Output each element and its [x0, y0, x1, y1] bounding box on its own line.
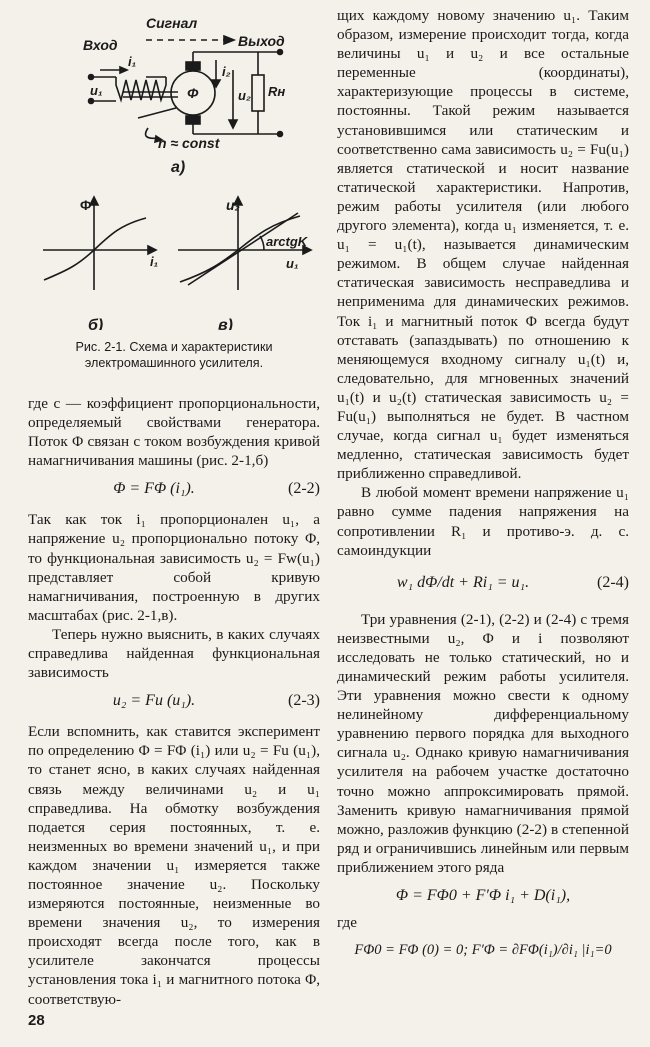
figure-2-1	[28, 0, 320, 370]
equation-2-2-formula: Φ = FΦ (i₁).	[113, 480, 195, 498]
subfig-b-label: б)	[88, 317, 104, 330]
label-u1: u₁	[90, 83, 103, 98]
right-column	[337, 6, 629, 966]
left-column	[28, 0, 320, 1009]
graph-c-y-label: u₂	[226, 197, 240, 213]
equation-2-2	[28, 470, 320, 510]
right-paragraph-4: где	[337, 914, 357, 932]
label-signal: Сигнал	[146, 15, 198, 31]
equation-2-3-number: (2-3)	[288, 692, 320, 710]
equation-2-3-formula: u₂ = Fu (u₁).	[112, 692, 196, 710]
graph-c-angle-label: arctgK	[266, 234, 308, 249]
label-i2: i₂	[222, 64, 231, 79]
equation-series	[337, 877, 629, 913]
label-i1: i₁	[128, 54, 137, 69]
label-n-const: n ≈ const	[158, 135, 220, 151]
figure-drawing	[28, 0, 320, 330]
left-paragraph-3: Теперь нужно выяснить, в каких случаях справедлива найденная функциональная зависимость	[28, 625, 320, 682]
equation-2-4	[337, 560, 629, 604]
equation-2-2-number: (2-2)	[288, 480, 320, 498]
page-number: 28	[28, 1012, 45, 1029]
graph-b-y-label: Φ	[80, 197, 92, 213]
right-paragraph-3: Три уравнения (2-1), (2-2) и (2-4) с тремя неизвестными u₂, Φ и i позволяют исследовать не только статический, но и динамический режим работы усилителя. Эти уравнения можно свести к одному нелинейному дифференциальному уравнению первого порядка для выходного сигнала u₂. Однако кривую намагничивания усилителя на рабочем участке достаточно точно можно аппроксимировать прямой. Заменить кривую намагничивания прямой можно, разложив функцию (2-2) в степенной ряд и ограничившись линейным или первым приближением этого ряда	[337, 610, 629, 876]
equation-coefficients-formula: FΦ0 = FΦ (0) = 0; F′Φ = ∂FΦ(i₁)/∂i₁ |i₁=0	[354, 942, 612, 959]
equation-series-formula: Φ = FΦ0 + F′Φ i₁ + D(i₁),	[395, 887, 571, 905]
graph-c-x-label: u₁	[286, 256, 299, 271]
label-rn: Rн	[268, 84, 286, 99]
subfig-c-label: в)	[218, 317, 233, 330]
right-paragraph-1: щих каждому новому значению u₁. Таким образом, измерение происходит тогда, когда величины u₁ и u₂ и все остальные переменные (координаты), характеризующие процессы в системе, постоянны. Такой режим называется установившимся или статическим и соответственно сама зависимость u₂ = Fu(u₁) является статической и носит название статической характеристики. Напротив, режим работы усилителя (или любого другого элемента), когда u₁ изменяется, т. е. u₁ = u₁(t), называется динамическим режимом. В общем случае найденная статическая зависимость несправедлива и неприменима для динамических режимов. Ток i₁ и магнитный поток Φ всегда будут отставать (запаздывать) по отношению к меняющемуся входному сигналу u₁(t) и, следовательно, для мгновенных значений u₁(t) и u₂(t) статическая зависимость u₂ = Fu(u₁) выполняться не будет. В частном случае, когда сигнал u₁ будет изменяться медленно, статическая зависимость будет приближенно справедливой.	[337, 7, 629, 483]
figure-caption: Рис. 2-1. Схема и характеристики электромашинного усилителя.	[75, 340, 273, 370]
graph-b-x-label: i₁	[150, 254, 159, 269]
label-input: Вход	[83, 37, 118, 53]
right-paragraph-2: В любой момент времени напряжение u₁ равно сумме падения напряжения на сопротивлении R₁ и противо-э. д. с. самоиндукции	[337, 484, 629, 559]
subfig-a-label: а)	[171, 159, 186, 176]
equation-2-4-number: (2-4)	[597, 573, 629, 591]
label-u2: u₂	[238, 88, 251, 103]
equation-2-3	[28, 682, 320, 722]
left-paragraph-1: где c — коэффициент пропорциональности, определяемый свойствами генератора. Поток Φ связан с током возбуждения кривой намагничивания машины (рис. 2-1,б)	[28, 395, 320, 470]
left-paragraph-4: Если вспомнить, как ставится эксперимент по определению Φ = FΦ (i₁) или u₂ = Fu (u₁), то станет ясно, в каких случаях найденная связь между величинами u₂ и u₁ справедлива. На обмотку возбуждения подается серия постоянных, т. е. неизменных во времени значений u₁, и при каждом значении u₁ измеряется также постоянное значение u₂. Поскольку измеряются постоянные, неизменные во времени значения u₂, то измерения происходят всегда после того, как в усилителе закончатся процессы установления тока i₁ и магнитного потока Φ, соответствую-	[28, 723, 320, 1008]
equation-coefficients	[337, 932, 629, 966]
left-paragraph-2: Так как ток i₁ пропорционален u₁, а напряжение u₂ пропорционально потоку Φ, то функциональная зависимость u₂ = Fw(u₁) представляет собой кривую намагничивания, построенную в других масштабах (рис. 2-1,в).	[28, 511, 320, 624]
label-output: Выход	[238, 33, 285, 49]
equation-2-4-formula: w₁ dΦ/dt + Ri₁ = u₁.	[396, 573, 530, 591]
label-phi-generator: Φ	[187, 85, 199, 101]
